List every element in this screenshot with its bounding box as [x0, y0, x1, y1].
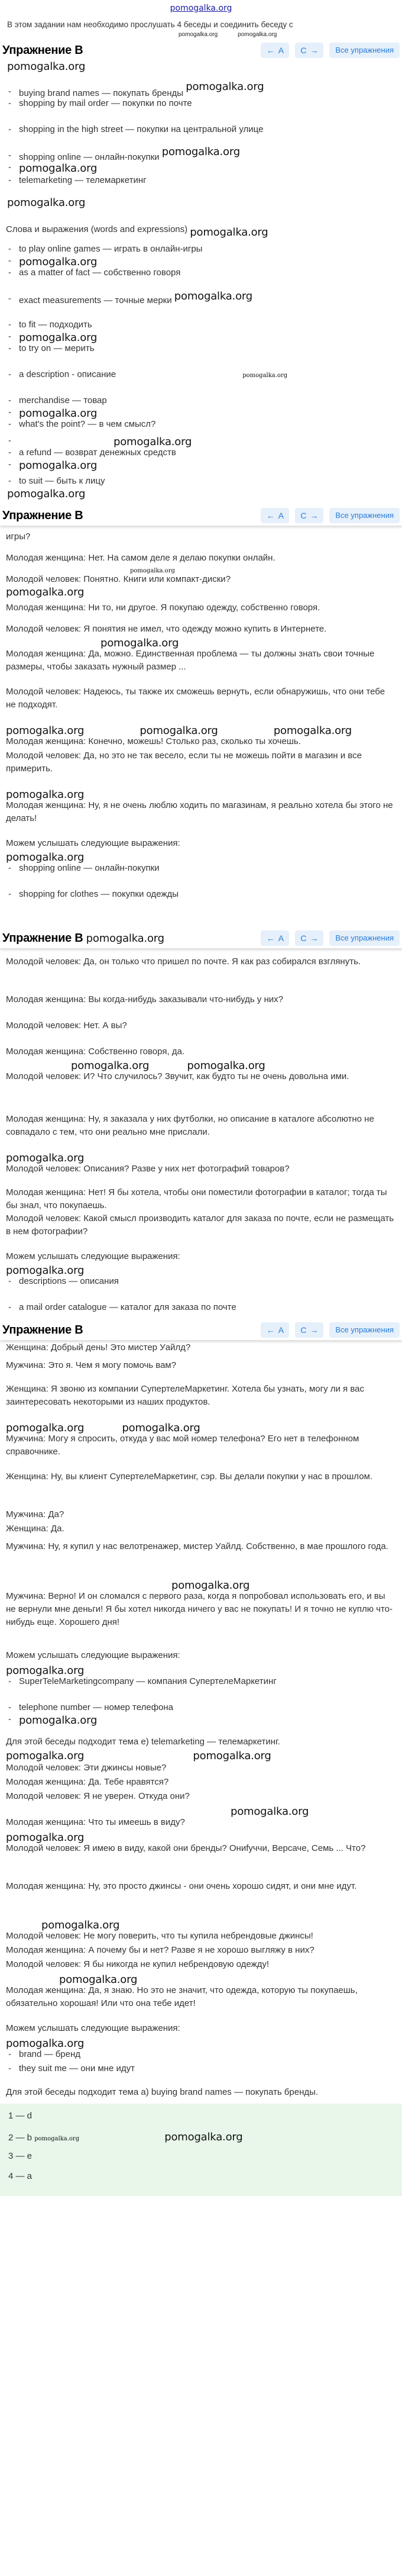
conclusion-5: Для этой беседы подходит тема а) buying brand names — покупать бренды. — [6, 2087, 319, 2098]
list-item: - pomogalka.org — [7, 458, 402, 475]
answer-item: 1 — d — [8, 2111, 33, 2121]
useful-list-5 — [0, 2048, 402, 2086]
exercise-header — [0, 40, 402, 60]
list-item: - shopping online — онлайн-покупки — [7, 862, 402, 888]
arrow-right-icon: → — [310, 933, 319, 944]
useful-list-4 — [0, 1675, 402, 1735]
next-exercise-button[interactable]: С → — [295, 930, 323, 946]
conclusion-4: Для этой беседы подходит тема е) telemarketing — телемаркетинг. — [6, 1737, 280, 1747]
exercise-title: Упражнение В — [2, 1323, 83, 1337]
list-item: - they suit me — они мне идут — [7, 2062, 402, 2086]
list-item: - shopping in the high street — покупки на центральной улице — [7, 123, 402, 149]
exercise-title: Упражнение В — [2, 508, 83, 522]
intro — [0, 15, 402, 39]
all-exercises-button[interactable]: Все упражнения — [329, 43, 400, 58]
answer-item: 3 — e — [8, 2151, 33, 2162]
arrow-right-icon: → — [310, 1325, 319, 1335]
answers-box — [0, 2104, 402, 2196]
list-item: - to try on — мерить — [7, 342, 402, 368]
list-item: - pomogalka.org — [7, 434, 402, 446]
arrow-right-icon: → — [310, 45, 319, 55]
exercise-nav — [261, 43, 400, 58]
list-item: - pomogalka.org — [7, 1713, 402, 1735]
list-item: - a refund — возврат денежных средств — [7, 446, 402, 458]
all-exercises-button[interactable]: Все упражнения — [329, 508, 400, 523]
list-item: - brand — бренд — [7, 2048, 402, 2062]
answer-item: 2 — b pomogalka.org pomogalka.org — [8, 2131, 243, 2144]
list-item: - shopping online — онлайн-покупки pomogalka.org — [7, 149, 402, 161]
intro-text: В этом задании нам необходимо прослушать 4 беседы и соединить беседу с — [7, 20, 293, 29]
next-exercise-button[interactable]: С → — [295, 1322, 323, 1338]
list-item: - a description - описание pomogalka.org — [7, 368, 402, 394]
topics-list — [0, 80, 402, 195]
exercise-header — [0, 928, 402, 948]
list-item: - as a matter of fact — собственно говоря — [7, 266, 402, 292]
answer-item: 4 — a — [8, 2171, 33, 2182]
watermark: pomogalka.org — [7, 488, 86, 501]
arrow-left-icon: ← — [266, 511, 275, 521]
list-item: - to suit — быть к лицу — [7, 475, 402, 487]
list-item: - what's the point? — в чем смысл? — [7, 418, 402, 434]
watermark: pomogalka.org — [7, 60, 86, 73]
list-item: - merchandise — товар — [7, 394, 402, 406]
exercise-nav — [261, 508, 400, 523]
list-item: - to play online games — играть в онлайн-игры — [7, 243, 402, 255]
dialog-2: игры? Молодая женщина: Нет. На самом деле я делаю покупки онлайн. pomogalka.org Молодой человек: Понятно. Книги или компакт-диски? pomogalka.org Молодая женщина: Ни то, ни другое. Я покупаю одежду, собственно говоря. Молодой человек: Я понятия не имел, что одежду можно купить в Интернете. pomogalka.org Молодая женщина: Да, можно. Единственная проблема — ты должны знать свои точные размеры, чтобы заказать нужный размер ... Молодой человек: Надеюсь, ты также их сможешь вернуть, если обнаружишь, что они тебе не подходят. pomogalka.org pomogalka.org pomogalka.org Молодая женщина: Конечно, можешь! Столько раз, сколько ты хочешь. Молодой человек: Да, но это не так весело, если ты не можешь пойти в магазин и все примерить. pomogalka.org Молодая женщина: Ну, я не очень люблю ходить по магазинам, я реально хотела бы этого не делать! Можем услышать следующие выражения: pomogalka.org — [6, 532, 393, 864]
watermark: pomogalka.org — [7, 197, 86, 210]
list-item: - to fit — подходить — [7, 318, 402, 330]
all-exercises-button[interactable]: Все упражнения — [329, 1322, 400, 1338]
arrow-left-icon: ← — [266, 1325, 275, 1335]
watermark: pomogalka.org — [179, 31, 218, 38]
prev-exercise-button[interactable]: ← А — [261, 43, 289, 58]
exercise-nav — [261, 930, 400, 946]
watermark-row — [7, 31, 395, 40]
exercise-title: Упражнение В — [2, 43, 83, 57]
all-exercises-button[interactable]: Все упражнения — [329, 930, 400, 946]
dialog-4: Женщина: Добрый день! Это мистер Уайлд? Мужчина: Это я. Чем я могу помочь вам? Женщина: Я звоню из компании СупертелеМаркетинг. Хотела бы узнать, могу ли я вас заинтересовать некоторыми из наших продуктов. pomogalka.org pomogalka.org Мужчина: Могу я спросить, откуда у вас мой номер телефона? Его нет в телефонном справочнике. Женщина: Ну, вы клиент СупертелеМаркетинг, сэр. Вы делали покупки у нас в прошлом. Мужчина: Да? Женщина: Да. Мужчина: Ну, я купил у нас велотренажер, мистер Уайлд. Собственно, в мае прошлого года. pomogalka.org Мужчина: Верно! И он сломался с первого раза, когда я попробовал использовать его, и вы не вернули мне деньги! Я бы хотел никогда ничего у вас не покупать! И я точно не куплю что-нибудь еще. Хорошего дня! Можем услышать следующие выражения: pomogalka.org — [6, 1342, 393, 1677]
list-item: - shopping by mail order — покупки по почте — [7, 97, 402, 123]
dialog-5: Молодой человек: Эти джинсы новые? Молодая женщина: Да. Тебе нравятся? Молодой человек: Я не уверен. Откуда они? pomogalka.org Молодая женщина: Что ты имеешь в виду? pomogalka.org Молодой человек: Я имею в виду, какой они бренды? Ониfуччи, Версаче, Семь ... Что? Молодая женщина: Ну, это просто джинсы - они очень хорошо сидят, и они мне идут. pomogalka.org Молодой человек: Не могу поверить, что ты купила небрендовые джинсы! Молодая женщина: А почему бы и нет? Разве я не хорошо выгляжу в них? Молодой человек: Я бы никогда не купил небрендовую одежду! pomogalka.org Молодая женщина: Да, я знаю. Но это не значит, что одежда, которую ты покупаешь, обязательно хорошая! Или что она тебе идет! Можем услышать следующие выражения: pomogalka.org — [6, 1763, 366, 2050]
list-item: - telemarketing — телемаркетинг — [7, 174, 402, 195]
list-item: - telephone number — номер телефона — [7, 1701, 402, 1713]
list-item: - buying brand names — покупать бренды pomogalka.org — [7, 85, 402, 97]
site-logo[interactable]: pomogalka.org — [170, 4, 232, 13]
list-item: - descriptions — описания — [7, 1275, 402, 1301]
exercise-header — [0, 1320, 402, 1340]
list-item: - a mail order catalogue — каталог для заказа по почте — [7, 1301, 402, 1318]
useful-list-2 — [0, 862, 402, 912]
list-item: - pomogalka.org — [7, 406, 402, 418]
prev-exercise-button[interactable]: ← А — [261, 1322, 289, 1338]
list-item: - pomogalka.org — [7, 330, 402, 342]
list-item: - exact measurements — точные мерки pomogalka.org — [7, 292, 402, 318]
list-item: - SuperTeleMarketingcompany — компания СупертелеМаркетинг — [7, 1675, 402, 1701]
watermark: pomogalka.org — [238, 31, 277, 38]
arrow-left-icon: ← — [266, 45, 275, 55]
next-exercise-button[interactable]: С → — [295, 508, 323, 523]
prev-exercise-button[interactable]: ← А — [261, 508, 289, 523]
watermark-row: pomogalka.org pomogalka.org — [6, 1750, 271, 1763]
exercise-header — [0, 505, 402, 526]
dialog-3: Молодой человек: Да, он только что пришел по почте. Я как раз собирался взглянуть. Молодая женщина: Вы когда-нибудь заказывали что-нибудь у них? Молодой человек: Нет. А вы? Молодая женщина: Собственно говоря, да. pomogalka.org pomogalka.org Молодой человек: И? Что случилось? Звучит, как будто ты не очень довольна ими. Молодая женщина: Ну, я заказала у них футболки, но описание в каталоге абсолютно не совпадало с тем, что они реально мне прислали. pomogalka.org Молодой человек: Описания? Разве у них нет фотографий товаров? Молодая женщина: Нет! Я бы хотела, чтобы они поместили фотографии в каталог; тогда ты бы знал, что покупаешь. Молодой человек: Какой смысл производить каталог для заказа по почте, если не размещать в нем фотографии? Можем услышать следующие выражения: pomogalka.org — [6, 957, 394, 1277]
arrow-right-icon: → — [310, 511, 319, 521]
prev-exercise-button[interactable]: ← А — [261, 930, 289, 946]
list-item: - pomogalka.org — [7, 161, 402, 174]
next-exercise-button[interactable]: С → — [295, 43, 323, 58]
exercise-title: Упражнение В pomogalka.org — [2, 931, 164, 945]
arrow-left-icon: ← — [266, 933, 275, 944]
useful-list-3 — [0, 1275, 402, 1318]
list-item: - pomogalka.org — [7, 255, 402, 266]
exercise-nav — [261, 1322, 400, 1338]
words-heading: Слова и выражения (words and expressions) pomogalka.org — [6, 224, 268, 239]
words-list — [0, 243, 402, 487]
list-item: - shopping for clothes — покупки одежды — [7, 888, 402, 912]
